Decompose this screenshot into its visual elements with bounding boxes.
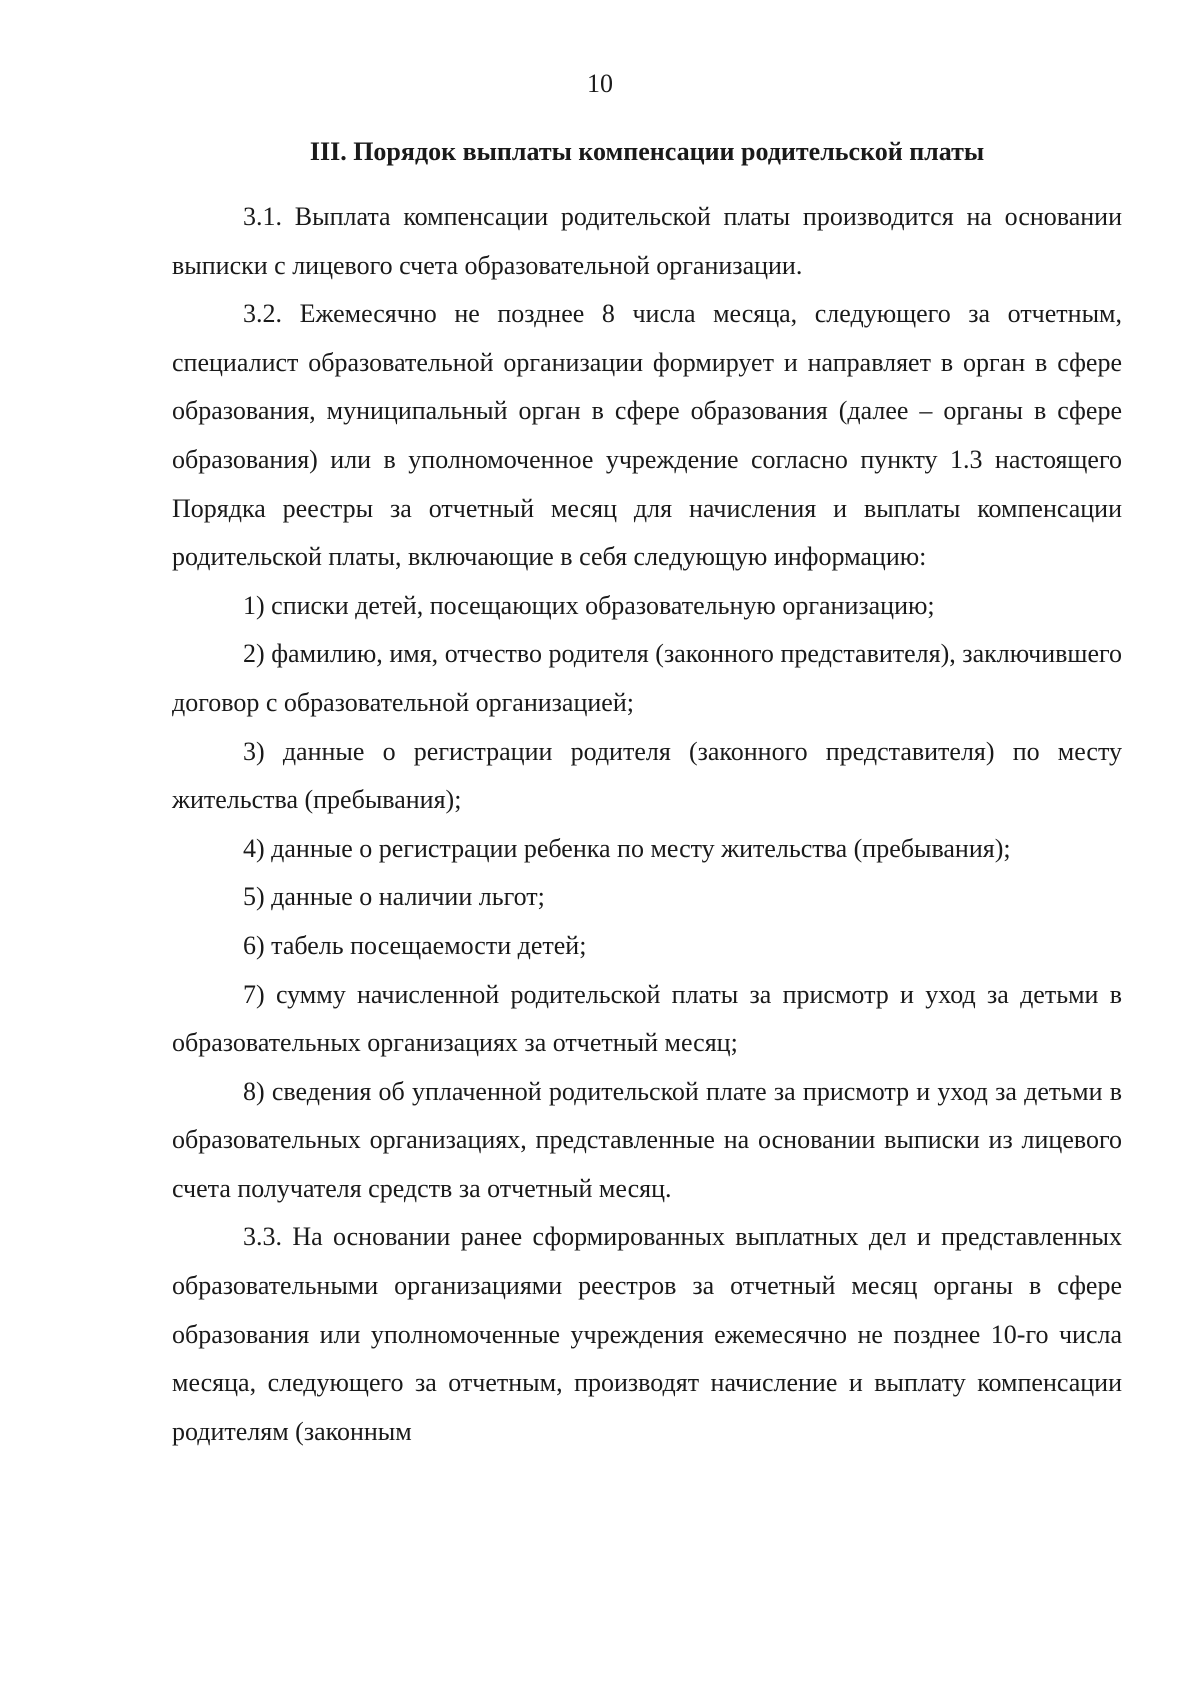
page-number: 10 [587,69,613,98]
list-item-1: 1) списки детей, посещающих образовательную организацию; [243,590,935,620]
list-item-7: 7) сумму начисленной родительской платы за присмотр и уход за детьми в образовательных организациях за отчетный месяц; [172,979,1122,1058]
body-text [172,193,1122,1456]
section-heading: III. Порядок выплаты компенсации родительской платы [309,137,985,166]
paragraph-3-2: 3.2. Ежемесячно не позднее 8 числа месяца, следующего за отчетным, специалист образовательной организации формирует и направляет в орган в сфере образования, муниципальный орган в сфере образования (далее – органы в сфере образования) или в уполномоченное учреждение согласно пункту 1.3 настоящего Порядка реестры за отчетный месяц для начисления и выплаты компенсации родительской платы, включающие в себя следующую информацию: [172,299,1122,572]
paragraph-3-1: 3.1. Выплата компенсации родительской платы производится на основании выписки с лицевого счета образовательной организации. [172,202,1122,280]
list-item-2: 2) фамилию, имя, отчество родителя (законного представителя), заключившего договор с образовательной организацией; [172,639,1122,717]
list-item-5: 5) данные о наличии льгот; [243,882,545,912]
paragraph-3-3: 3.3. На основании ранее сформированных выплатных дел и представленных образовательными организациями реестров за отчетный месяц органы в сфере образования или уполномоченные учреждения ежемесячно не позднее 10-го числа месяца, следующего за отчетным, производят начисление и выплату компенсации родителям (законным [172,1222,1122,1446]
list-item-8: 8) сведения об уплаченной родительской плате за присмотр и уход за детьми в образовательных организациях, представленные на основании выписки из лицевого счета получателя средств за отчетный месяц. [172,1076,1122,1203]
list-item-4: 4) данные о регистрации ребенка по месту жительства (пребывания); [243,833,1011,863]
list-item-3: 3) данные о регистрации родителя (законного представителя) по месту жительства (пребывания); [172,736,1122,815]
list-item-6: 6) табель посещаемости детей; [243,930,587,960]
